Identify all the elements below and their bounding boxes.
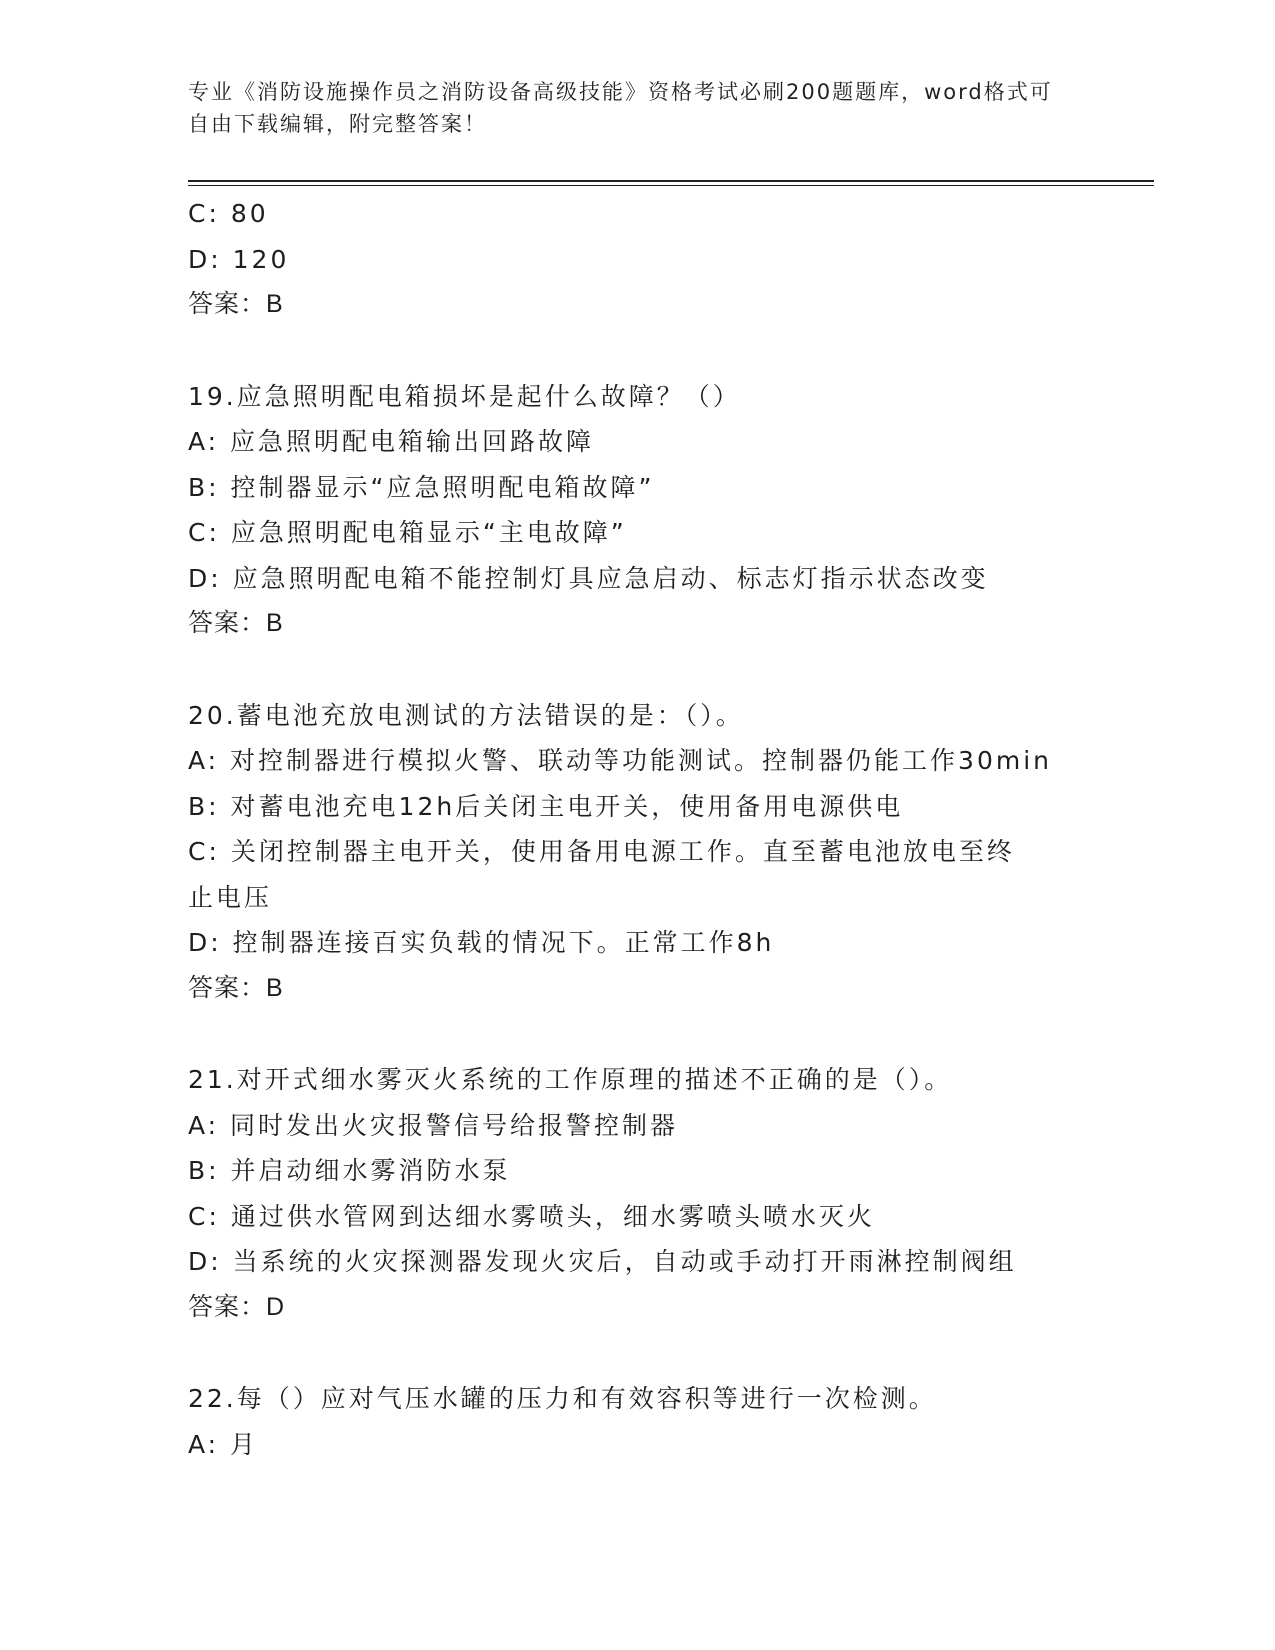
option-label: A bbox=[188, 427, 208, 456]
option-c: C: 80 bbox=[188, 199, 269, 228]
option-text: 对蓄电池充电12h后关闭主电开关，使用备用电源供电 bbox=[230, 791, 904, 821]
option-text: 控制器连接百实负载的情况下。正常工作8h bbox=[232, 928, 775, 957]
option-label: B bbox=[188, 791, 209, 821]
question-20 bbox=[188, 693, 1088, 1012]
option-d: D: 控制器连接百实负载的情况下。正常工作8h bbox=[188, 928, 775, 957]
option-label: C bbox=[188, 837, 209, 866]
question-list bbox=[188, 191, 1088, 1467]
option-label: D bbox=[188, 928, 211, 957]
option-d: D: 120 bbox=[188, 244, 290, 274]
question-22 bbox=[188, 1376, 1088, 1467]
continued-question bbox=[188, 191, 1088, 328]
answer-line bbox=[188, 282, 1088, 328]
option-a: A: 同时发出火灾报警信号给报警控制器 bbox=[188, 1110, 679, 1140]
option-c: C: 通过供水管网到达细水雾喷头，细水雾喷头喷水灭火 bbox=[188, 1201, 875, 1231]
option-d: D: 当系统的火灾探测器发现火灾后，自动或手动打开雨淋控制阀组 bbox=[188, 1247, 1017, 1276]
option-label: D bbox=[188, 563, 211, 593]
option-text: 并启动细水雾消防水泵 bbox=[230, 1156, 511, 1185]
option-a: A: 对控制器进行模拟火警、联动等功能测试。控制器仍能工作30min bbox=[188, 746, 1053, 775]
spacer bbox=[188, 1011, 1088, 1057]
option-label: A bbox=[188, 746, 208, 775]
option-label: C bbox=[188, 199, 209, 228]
answer-label: 答案： bbox=[188, 290, 267, 318]
option-text: 应急照明配电箱不能控制灯具应急启动、标志灯指示状态改变 bbox=[232, 563, 989, 593]
option-d: D: 应急照明配电箱不能控制灯具应急启动、标志灯指示状态改变 bbox=[188, 563, 989, 593]
spacer bbox=[188, 328, 1088, 374]
option-a: A: 月 bbox=[188, 1429, 259, 1459]
option-label: A bbox=[188, 1429, 208, 1459]
option-text: 月 bbox=[230, 1429, 259, 1459]
option-text: 当系统的火灾探测器发现火灾后，自动或手动打开雨淋控制阀组 bbox=[232, 1247, 1017, 1276]
option-text: 通过供水管网到达细水雾喷头，细水雾喷头喷水灭火 bbox=[230, 1201, 875, 1231]
option-label: A bbox=[188, 1110, 208, 1140]
option-text: 应急照明配电箱输出回路故障 bbox=[230, 427, 595, 456]
answer-value: B bbox=[266, 973, 284, 1002]
option-text: 120 bbox=[232, 244, 290, 274]
option-text: 同时发出火灾报警信号给报警控制器 bbox=[230, 1110, 679, 1140]
question-stem: 22.每（）应对气压水罐的压力和有效容积等进行一次检测。 bbox=[188, 1384, 937, 1413]
question-21 bbox=[188, 1057, 1088, 1330]
header-rule-thick bbox=[188, 180, 1154, 182]
option-label: B bbox=[188, 1156, 209, 1185]
answer-label: 答案： bbox=[188, 973, 267, 1002]
option-text: 控制器显示“应急照明配电箱故障” bbox=[230, 472, 655, 502]
option-c: C: 关闭控制器主电开关，使用备用电源工作。直至蓄电池放电至终止电压 bbox=[188, 837, 1015, 912]
option-text: 关闭控制器主电开关，使用备用电源工作。直至蓄电池放电至终止电压 bbox=[188, 837, 1015, 912]
option-label: D bbox=[188, 1247, 211, 1276]
answer-line bbox=[188, 601, 1088, 647]
question-stem: 21.对开式细水雾灭火系统的工作原理的描述不正确的是（）。 bbox=[188, 1065, 953, 1094]
option-label: C bbox=[188, 518, 209, 547]
option-text: 对控制器进行模拟火警、联动等功能测试。控制器仍能工作30min bbox=[230, 746, 1053, 775]
option-text: 应急照明配电箱显示“主电故障” bbox=[230, 518, 627, 547]
option-label: C bbox=[188, 1201, 209, 1231]
option-c: C: 应急照明配电箱显示“主电故障” bbox=[188, 518, 627, 547]
document-header: 专业《消防设施操作员之消防设备高级技能》资格考试必刷200题题库，word格式可自由下载编辑，附完整答案！ bbox=[188, 80, 1053, 136]
answer-line bbox=[188, 1285, 1088, 1331]
answer-value: B bbox=[266, 290, 284, 318]
option-b: B: 对蓄电池充电12h后关闭主电开关，使用备用电源供电 bbox=[188, 791, 904, 821]
option-a: A: 应急照明配电箱输出回路故障 bbox=[188, 427, 595, 456]
answer-value: B bbox=[266, 609, 284, 637]
spacer bbox=[188, 1330, 1088, 1376]
question-stem: 20.蓄电池充放电测试的方法错误的是：（）。 bbox=[188, 700, 744, 730]
spacer bbox=[188, 647, 1088, 693]
header-rule-thin bbox=[188, 185, 1154, 186]
option-label: B bbox=[188, 472, 209, 502]
answer-value: D bbox=[266, 1292, 286, 1321]
answer-line bbox=[188, 966, 1088, 1012]
question-stem: 19.应急照明配电箱损坏是起什么故障？（） bbox=[188, 381, 741, 411]
answer-label: 答案： bbox=[188, 1292, 267, 1321]
option-text: 80 bbox=[230, 199, 269, 228]
option-label: D bbox=[188, 244, 211, 274]
answer-label: 答案： bbox=[188, 609, 267, 637]
option-b: B: 并启动细水雾消防水泵 bbox=[188, 1156, 511, 1185]
question-19 bbox=[188, 374, 1088, 647]
option-b: B: 控制器显示“应急照明配电箱故障” bbox=[188, 472, 655, 502]
